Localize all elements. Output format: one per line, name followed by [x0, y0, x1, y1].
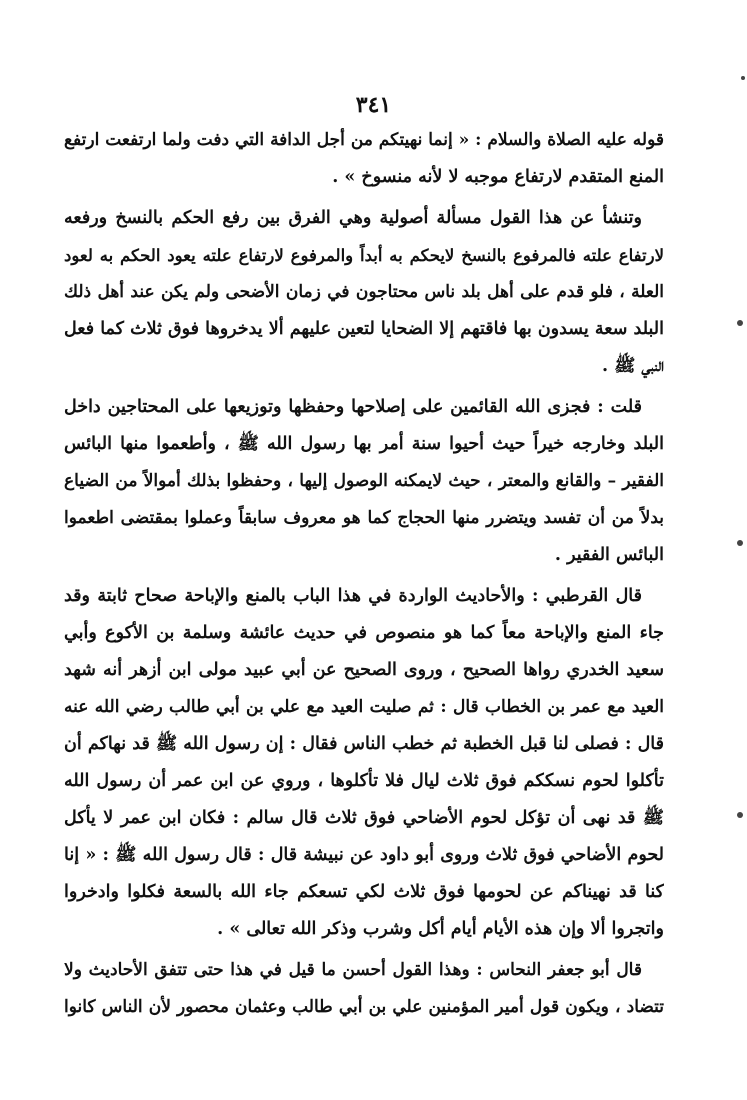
paragraph-4 — [64, 578, 664, 948]
text-line: النبي ﷺ . — [602, 356, 664, 376]
text-line: وتنشأ عن هذا القول مسألة أصولية وهي الفرق بين رفع الحكم بالنسخ ورفعه — [64, 208, 642, 228]
text-line: جاء المنع والإباحة معاً كما هو منصوص في حديث عائشة وسلمة بن الأكوع وأبي — [64, 623, 664, 643]
text-line: قال أبو جعفر النحاس : وهذا القول أحسن ما قيل في هذا حتى تتفق الأحاديث ولا — [64, 960, 642, 980]
paragraph-2 — [64, 200, 664, 385]
paragraph-1 — [64, 122, 664, 196]
text-line: لارتفاع علته فالمرفوع بالنسخ لايحكم به أبداً والمرفوع لارتفاع علته يعود الحكم به لعود — [64, 246, 664, 265]
paragraph-5 — [64, 952, 664, 1026]
text-line: لحوم الأضاحي فوق ثلاث وروى أبو داود عن نبيشة قال : قال رسول الله ﷺ : « إنا — [64, 845, 664, 865]
body-text — [64, 122, 664, 1026]
text-line: قال : فصلى لنا قبل الخطبة ثم خطب الناس فقال : إن رسول الله ﷺ قد نهاكم أن — [64, 734, 664, 754]
margin-dot — [737, 540, 743, 546]
text-line: واتجروا ألا وإن هذه الأيام أيام أكل وشرب وذكر الله تعالى » . — [217, 919, 664, 939]
text-line: كنا قد نهيناكم عن لحومها فوق ثلاث لكي تسعكم جاء الله بالسعة فكلوا وادخروا — [64, 882, 664, 902]
text-line: تأكلوا لحوم نسككم فوق ثلاث ليال فلا تأكلوها ، وروي عن ابن عمر أن رسول الله — [64, 771, 664, 791]
text-line: بدلاً من أن تفسد ويتضرر منها الحجاج كما هو معروف سابقاً وعملوا بمقتضى اطعموا — [64, 508, 664, 528]
text-line: المنع المتقدم لارتفاع موجبه لا لأنه منسوخ » . — [332, 167, 664, 187]
text-line: قلت : فجزى الله القائمين على إصلاحها وحفظها وتوزيعها على المحتاجين داخل — [64, 397, 642, 417]
text-line: قال القرطبي : والأحاديث الواردة في هذا الباب بالمنع والإباحة صحاح ثابتة وقد — [64, 586, 642, 606]
text-line: البائس الفقير . — [554, 545, 664, 565]
text-line: الفقير – والقانع والمعتر ، حيث لايمكنه الوصول إليها ، وحفظوا بذلك أموالاً من الضياع — [64, 471, 664, 491]
text-line: العيد مع عمر بن الخطاب قال : ثم صليت العيد مع علي بن أبي طالب رضي الله عنه — [64, 697, 664, 717]
text-line: ﷺ قد نهى أن تؤكل لحوم الأضاحي فوق ثلاث قال سالم : فكان ابن عمر لا يأكل — [64, 808, 664, 828]
text-line: سعيد الخدري رواها الصحيح ، وروى الصحيح عن أبي عبيد مولى ابن أزهر أنه شهد — [64, 660, 664, 680]
margin-dot — [737, 320, 743, 326]
margin-dot — [737, 812, 743, 818]
page-number: ٣٤١ — [355, 92, 392, 118]
margin-dot — [741, 76, 745, 80]
text-line: قوله عليه الصلاة والسلام : « إنما نهيتكم من أجل الدافة التي دفت ولما ارتفعت ارتفع — [64, 130, 664, 150]
text-line: تتضاد ، ويكون قول أمير المؤمنين علي بن أبي طالب وعثمان محصور لأن الناس كانوا — [64, 997, 664, 1017]
text-line: البلد وخارجه خيراً حيث أحيوا سنة أمر بها رسول الله ﷺ ، وأطعموا منها البائس — [64, 434, 664, 454]
text-line: البلد سعة يسدون بها فاقتهم إلا الضحايا لتعين عليهم ألا يدخروها فوق ثلاث كما فعل — [64, 319, 664, 339]
paragraph-3 — [64, 389, 664, 574]
text-line: العلة ، فلو قدم على أهل بلد ناس محتاجون في زمان الأضحى ولم يكن عند أهل ذلك — [64, 282, 664, 302]
